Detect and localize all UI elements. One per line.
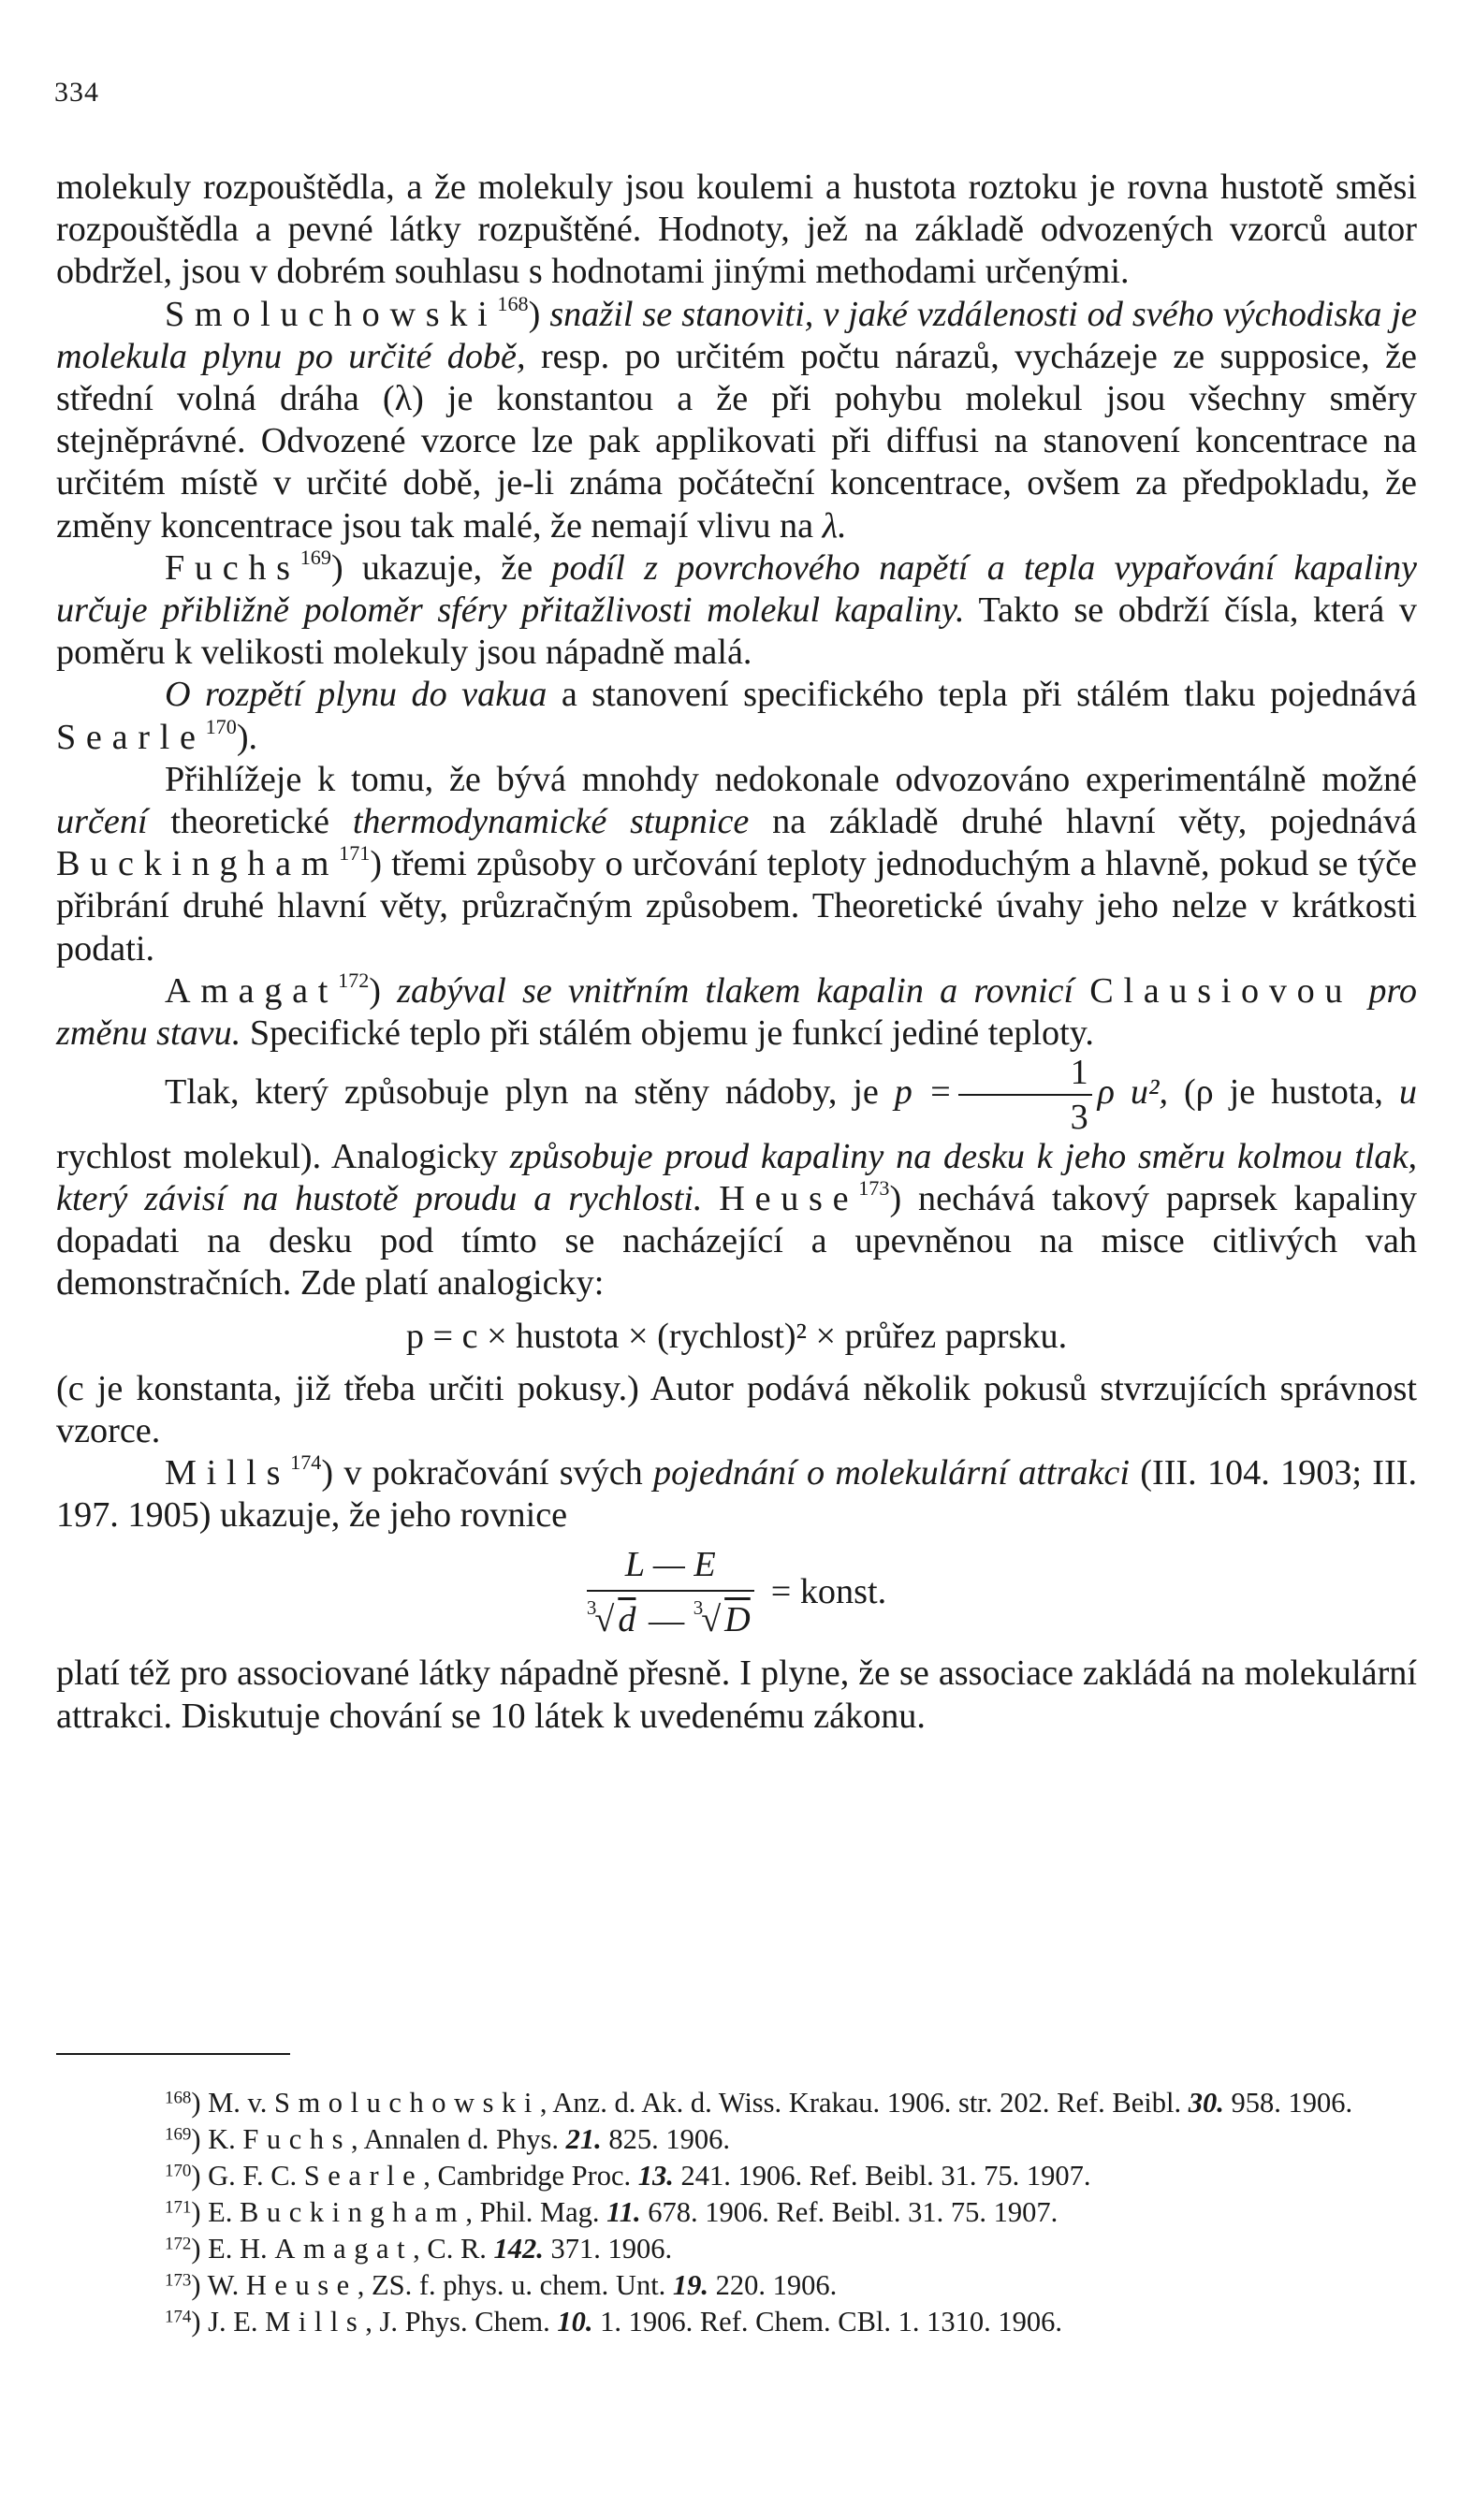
- footnote-ref[interactable]: 173: [858, 1175, 890, 1200]
- formula-fraction: [587, 1545, 754, 1640]
- italic-phrase: O rozpětí plynu do vakua: [165, 675, 548, 715]
- footnote-text: , Annalen d. Phys.: [351, 2123, 559, 2155]
- footnote-174: [56, 2304, 1417, 2340]
- footnote-volume: 142.: [493, 2233, 544, 2265]
- footnote-volume: 19.: [672, 2269, 709, 2301]
- footnote-171: [56, 2194, 1417, 2231]
- text-fragment: ) ukazuje, že: [330, 547, 533, 588]
- footnote-text: ) J. E.: [191, 2306, 258, 2338]
- root-index: 3: [586, 1595, 597, 1619]
- text-fragment: ) třemi způsoby o určování teploty jednoduchým a hlavně, pokud se týče přibrání druhé hlavní věty, průzračným způsobem. Theoretické úvahy jeho nelze v krátkosti podati.: [56, 844, 1417, 969]
- formula-denominator: [587, 1592, 754, 1640]
- footnote-author: Smoluchowski: [274, 2087, 540, 2119]
- footnote-ref[interactable]: 170: [205, 714, 237, 738]
- author-name: Amagat: [165, 970, 339, 1011]
- text-fragment: theoretické: [170, 802, 329, 842]
- footnote-text: 241. 1906. Ref. Beibl. 31. 75. 1907.: [680, 2160, 1091, 2192]
- footnote-volume: 21.: [565, 2123, 602, 2155]
- fraction-numerator: 1: [958, 1055, 1092, 1096]
- footnote-divider: [56, 2053, 290, 2055]
- formula-numerator: L — E: [587, 1545, 754, 1592]
- paragraph-searle: [56, 674, 1417, 758]
- footnote-number: 170: [165, 2161, 192, 2181]
- footnote-volume: 11.: [606, 2196, 641, 2228]
- paragraph-fuchs: [56, 547, 1417, 675]
- paragraph-1: molekuly rozpouštědla, a že molekuly jsou koulemi a hustota roztoku je rovna hustotě směsi rozpouštědla a pevné látky rozpuštěné. Hodnoty, jež na základě odvozených vzorců autor obdržel, jsou v dobrém souhlasu s hodnotami jinými methodami určenými.: [56, 168, 1417, 292]
- text-fragment: a stanovení specifického tepla při stálém tlaku pojednává: [561, 675, 1418, 715]
- footnote-ref[interactable]: 171: [339, 841, 371, 866]
- paragraph-heuse: [56, 1055, 1417, 1304]
- footnote-number: 172: [165, 2234, 192, 2254]
- footnote-text: , Phil. Mag.: [465, 2196, 600, 2228]
- footnote-text: 1. 1906. Ref. Chem. CBl. 1. 1310. 1906.: [600, 2306, 1063, 2338]
- footnote-number: 173: [165, 2270, 192, 2291]
- footnote-text: , Anz. d. Ak. d. Wiss. Krakau. 1906. str. 202. Ref. Beibl.: [539, 2087, 1182, 2119]
- footnote-text: ) M. v.: [191, 2087, 268, 2119]
- italic-phrase: způsobuje proud kapaliny na desku k jeho směru kolmou tlak, který závisí na hustotě proudu a rychlosti.: [56, 1136, 1418, 1218]
- footnote-text: ) E.: [191, 2196, 233, 2228]
- formula-rhs: ρ u²,: [1097, 1072, 1169, 1113]
- footnote-author: Buckingham: [240, 2196, 466, 2228]
- footnote-author: Amagat: [274, 2233, 414, 2265]
- text-fragment: Tlak, který způsobuje plyn na stěny nádoby, je: [165, 1072, 879, 1113]
- footnote-168: [56, 2085, 1417, 2121]
- italic-phrase: zabýval se vnitřním tlakem kapalin a rovnicí: [397, 970, 1074, 1011]
- footnote-text: ) E. H.: [191, 2233, 268, 2265]
- symbol-u: u: [1398, 1072, 1417, 1113]
- author-name: Searle: [56, 717, 206, 757]
- text-fragment: Přihlížeje k tomu, že bývá mnohdy nedokonale odvozováno experimentálně možné: [165, 759, 1417, 799]
- italic-phrase: podíl z povrchového napětí a tepla vypařování kapaliny určuje přibližně poloměr sféry přitažlivosti molekul kapaliny.: [56, 547, 1417, 631]
- text-fragment: resp. po určitém počtu nárazů, vycházeje ze supposice, že střední volná dráha (λ) je konstantou a že při pohybu molekul jsou všechny směry stejněprávné. Odvozené vzorce lze pak applikovati při diffusi na stanovení koncentrace na určitém místě v určité době, je-li známa počáteční koncentrace, ovšem za předpokladu, že změny koncentrace jsou tak malé, že nemají vlivu na: [56, 336, 1418, 546]
- footnote-author: Searle: [303, 2160, 424, 2192]
- footnote-text: ) G. F. C.: [191, 2160, 298, 2192]
- footnote-ref[interactable]: 174: [290, 1450, 322, 1475]
- text-fragment: na základě druhé hlavní věty, pojednává: [772, 802, 1417, 842]
- paragraph-amagat: [56, 970, 1417, 1055]
- footnote-ref[interactable]: 169: [299, 545, 331, 569]
- paragraph-buckingham: [56, 759, 1417, 970]
- footnote-text: , ZS. f. phys. u. chem. Unt.: [357, 2269, 666, 2301]
- footnote-text: ) W.: [191, 2269, 240, 2301]
- footnote-volume: 13.: [637, 2160, 674, 2192]
- text-fragment: (ρ je hustota,: [1183, 1072, 1383, 1113]
- footnote-text: 371. 1906.: [550, 2233, 673, 2265]
- italic-phrase: určení: [56, 802, 148, 842]
- footnote-author: Mills: [265, 2306, 366, 2338]
- footnote-text: ) K.: [191, 2123, 236, 2155]
- footnote-169: [56, 2121, 1417, 2158]
- footnote-170: [56, 2158, 1417, 2194]
- footnote-ref[interactable]: 168: [497, 291, 529, 315]
- formula-pressure: p = c × hustota × (rychlost)² × průřez paprsku.: [405, 1317, 1068, 1357]
- author-name: Fuchs: [165, 547, 300, 588]
- author-name: Smoluchowski: [165, 294, 498, 334]
- lambda-symbol: λ.: [822, 505, 847, 546]
- footnote-text: 825. 1906.: [608, 2123, 730, 2155]
- footnote-text: , Cambridge Proc.: [423, 2160, 632, 2192]
- fraction: [958, 1053, 1092, 1138]
- footnote-173: [56, 2267, 1417, 2304]
- footnote-ref[interactable]: 172: [338, 968, 370, 992]
- footnote-text: 220. 1906.: [715, 2269, 838, 2301]
- text-fragment: ) nechává takový paprsek kapaliny dopadati na desku pod tímto se nacházející a upevněnou na misce citlivých vah demonstračních. Zde platí analogicky:: [56, 1178, 1418, 1304]
- footnote-text: , C. R.: [413, 2233, 487, 2265]
- formula-rhs: = konst.: [770, 1571, 887, 1611]
- italic-phrase: pro změnu stavu.: [56, 970, 1418, 1054]
- footnote-number: 174: [165, 2307, 192, 2327]
- footnote-author: Fuchs: [242, 2123, 351, 2155]
- author-name: Mills: [165, 1453, 291, 1493]
- italic-phrase: thermodynamické stupnice: [352, 802, 750, 842]
- footnote-text: 678. 1906. Ref. Beibl. 31. 75. 1907.: [648, 2196, 1058, 2228]
- text-fragment: Takto se obdrží čísla, která v poměru k velikosti molekuly jsou nápadně malá.: [56, 590, 1418, 673]
- cube-root-d: $^3$√ d: [587, 1600, 640, 1639]
- text-fragment: rychlost molekul). Analogicky: [56, 1136, 499, 1176]
- author-name: Clausiovou: [1089, 970, 1353, 1011]
- radicand: D: [724, 1600, 751, 1640]
- text-fragment: ).: [236, 717, 258, 757]
- cube-root-D: $^3$√ D: [694, 1600, 754, 1639]
- footnote-author: Heuse: [245, 2269, 358, 2301]
- italic-phrase: pojednání o molekulární attrakci: [653, 1453, 1130, 1493]
- author-name: Buckingham: [56, 844, 340, 884]
- paragraph-smoluchowski: [56, 291, 1418, 547]
- article-body: [56, 167, 1417, 1738]
- minus-sign: —: [639, 1600, 694, 1640]
- footnote-172: [56, 2231, 1417, 2267]
- italic-phrase: snažil se stanoviti, v jaké vzdálenosti od svého východiska je molekula plynu po určité době,: [56, 294, 1418, 376]
- author-name: Heuse: [719, 1178, 859, 1218]
- text-fragment: Specifické teplo při stálém objemu je funkcí jediné teploty.: [249, 1013, 1094, 1054]
- text-fragment: ) v pokračování svých: [321, 1453, 643, 1493]
- footnote-number: 168: [165, 2088, 192, 2108]
- footnote-number: 171: [165, 2197, 192, 2218]
- footnote-number: 169: [165, 2124, 192, 2145]
- paragraph-constant: (c je konstanta, již třeba určiti pokusy.) Autor podává několik pokusů stvrzujících správnost vzorce.: [56, 1368, 1417, 1450]
- fraction-denominator: 3: [1070, 1098, 1088, 1138]
- root-index: 3: [693, 1595, 704, 1619]
- paragraph-mills: [56, 1452, 1417, 1537]
- page-number: 334: [54, 77, 99, 108]
- formula-lhs: p =: [894, 1072, 953, 1113]
- footnote-text: , J. Phys. Chem.: [365, 2306, 550, 2338]
- radicand: d: [618, 1600, 636, 1640]
- text-fragment: ): [369, 970, 381, 1011]
- footnote-volume: 30.: [1188, 2087, 1224, 2119]
- footnote-volume: 10.: [557, 2306, 593, 2338]
- text-fragment: (III. 104. 1903; III. 197. 1905) ukazuje, že jeho rovnice: [56, 1453, 1417, 1536]
- paragraph-conclusion: platí též pro associované látky nápadně přesně. I plyne, že se associace zakládá na molekulární attrakci. Diskutuje chování se 10 látek k uvedenému zákonu.: [56, 1653, 1417, 1736]
- footnotes: [56, 2085, 1417, 2340]
- formula-mills: [56, 1545, 1417, 1640]
- footnote-text: 958. 1906.: [1231, 2087, 1353, 2119]
- text-fragment: ): [528, 294, 541, 334]
